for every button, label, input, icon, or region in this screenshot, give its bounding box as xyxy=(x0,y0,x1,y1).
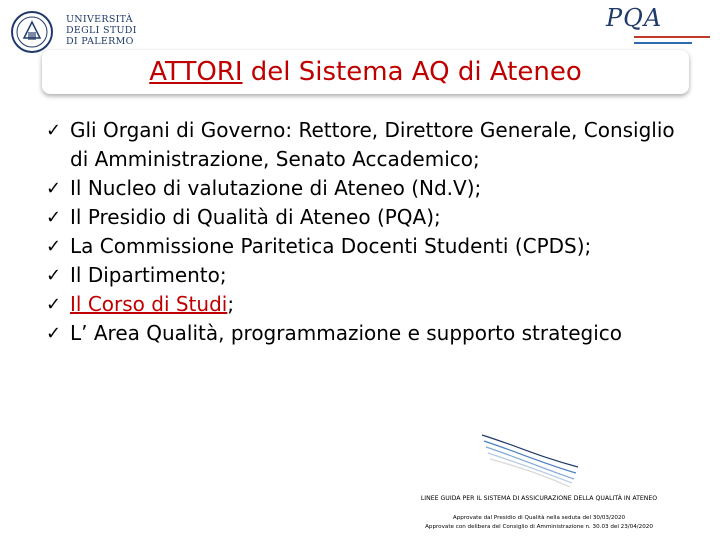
corso-di-studi-text: Il Corso di Studi xyxy=(70,292,228,316)
list-item-suffix: ; xyxy=(227,292,235,316)
actors-list xyxy=(46,116,696,348)
swirl-graphic-icon xyxy=(480,427,580,489)
slide-title xyxy=(42,50,689,94)
list-item xyxy=(46,319,696,348)
university-name: UNIVERSITÀ DEGLI STUDI DI PALERMO xyxy=(66,14,137,47)
checkmark-icon: ✓ xyxy=(46,236,62,257)
list-item xyxy=(46,261,696,290)
pqa-logo-line-blue xyxy=(634,42,692,44)
guidelines-approval-pqa: Approvate dal Presidio di Qualità nella seduta del 30/03/2020 xyxy=(452,515,626,521)
guidelines-cover xyxy=(398,425,680,537)
university-seal-icon xyxy=(10,10,54,54)
guidelines-title: LINEE GUIDA PER IL SISTEMA DI ASSICURAZIONE DELLA QUALITÀ IN ATENEO xyxy=(420,495,658,502)
list-item-text: Il Presidio di Qualità di Ateneo (PQA); xyxy=(70,205,441,229)
list-item xyxy=(46,290,696,319)
checkmark-icon: ✓ xyxy=(46,294,62,315)
checkmark-icon: ✓ xyxy=(46,323,62,344)
pqa-logo xyxy=(600,2,712,52)
university-logo xyxy=(10,8,150,54)
checkmark-icon: ✓ xyxy=(46,207,62,228)
list-item-text: Gli Organi di Governo: Rettore, Direttore Generale, Consiglio di Amministrazione, Senato Accademico; xyxy=(70,118,675,171)
pqa-logo-line-red xyxy=(634,36,710,38)
checkmark-icon: ✓ xyxy=(46,178,62,199)
list-item-text: Il Nucleo di valutazione di Ateneo (Nd.V); xyxy=(70,176,482,200)
checkmark-icon: ✓ xyxy=(46,265,62,286)
list-item-text: La Commissione Paritetica Docenti Studenti (CPDS); xyxy=(70,234,592,258)
list-item-text: L’ Area Qualità, programmazione e supporto strategico xyxy=(70,321,622,345)
guidelines-approval-cda: Approvate con delibera del Consiglio di Amministrazione n. 30.03 del 23/04/2020 xyxy=(425,524,653,530)
checkmark-icon: ✓ xyxy=(46,120,62,141)
list-item-text: Il Dipartimento; xyxy=(70,263,227,287)
list-item xyxy=(46,116,696,174)
title-frame xyxy=(42,50,689,94)
title-rest: del Sistema AQ di Ateneo xyxy=(242,57,582,87)
pqa-logo-text: PQA xyxy=(606,4,663,32)
list-item xyxy=(46,174,696,203)
list-item xyxy=(46,203,696,232)
title-highlight: ATTORI xyxy=(149,57,243,87)
list-item xyxy=(46,232,696,261)
